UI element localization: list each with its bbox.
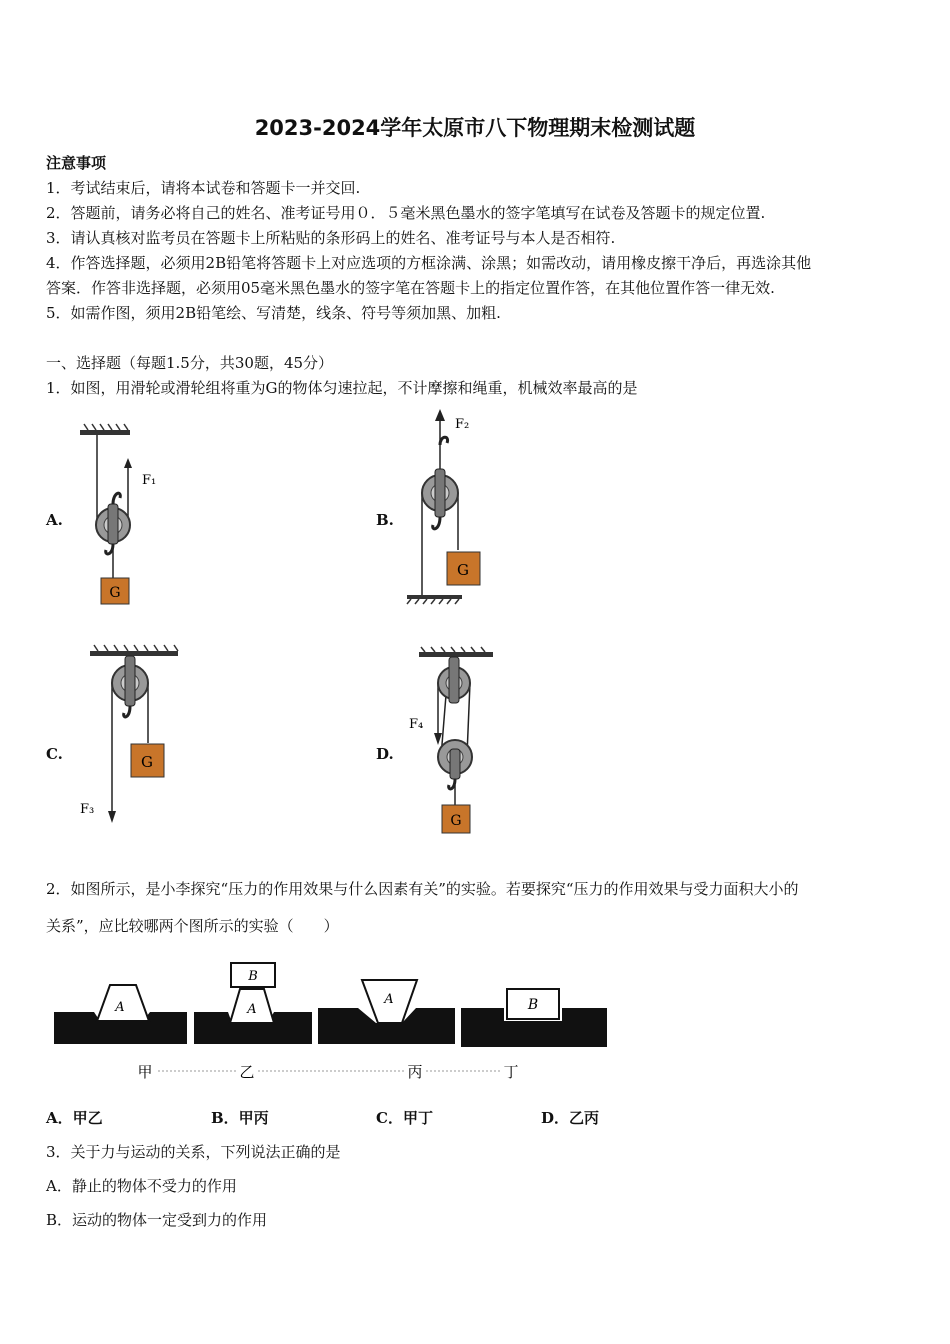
notice-item: 答案．作答非选择题，必须用05毫米黑色墨水的签字笔在答题卡上的指定位置作答，在其他位置作答一律无效. [46, 279, 775, 297]
q3-option-a: A．静止的物体不受力的作用 [46, 1177, 237, 1195]
force-label-f4: F₄ [409, 717, 424, 732]
page-title: 2023-2024学年太原市八下物理期末检测试题 [254, 116, 696, 140]
notice-item: 3．请认真核对监考员在答题卡上所粘贴的条形码上的姓名、准考证号与本人是否相符. [46, 229, 616, 247]
notice-heading: 注意事项 [46, 154, 107, 172]
section-heading: 一、选择题（每题1.5分，共30题，45分） [46, 354, 334, 372]
notice-item: 1．考试结束后，请将本试卷和答题卡一并交回. [46, 179, 361, 197]
q1-option-c: C. [46, 745, 63, 763]
pulley-figure-c [78, 643, 188, 828]
question-1-stem: 1．如图，用滑轮或滑轮组将重为G的物体匀速拉起，不计摩擦和绳重，机械效率最高的是 [46, 379, 638, 397]
figure-label-ding: 丁 [503, 1063, 519, 1081]
figure-label-jia: 甲 [137, 1063, 153, 1081]
notice-item: 2．答题前，请务必将自己的姓名、准考证号用０．５毫米黑色墨水的签字笔填写在试卷及答题卡的规定位置. [46, 204, 766, 222]
q2-option-c: C．甲丁 [376, 1109, 433, 1127]
block-label: A [115, 1000, 125, 1015]
q1-option-d: D. [376, 745, 394, 763]
q2-option-a: A．甲乙 [46, 1109, 103, 1127]
weight-label: G [109, 585, 121, 601]
q1-option-b: B. [376, 511, 394, 529]
q1-option-a: A. [46, 511, 63, 529]
notice-item: 5．如需作图，须用2B铅笔绘、写清楚，线条、符号等须加黑、加粗. [46, 304, 501, 322]
block-label: A [384, 992, 394, 1007]
question-2-stem: 2．如图所示，是小李探究“压力的作用效果与什么因素有关”的实验。若要探究“压力的作用效果与受力面积大小的 [46, 880, 799, 898]
notice-item: 4．作答选择题，必须用2B铅笔将答题卡上对应选项的方框涂满、涂黑；如需改动，请用橡皮擦干净后，再选涂其他 [46, 254, 812, 272]
block-label: B [527, 997, 539, 1013]
block-label: B [248, 969, 258, 984]
weight-label: G [450, 813, 462, 829]
pressure-experiment-figure [50, 955, 625, 1085]
block-label: A [247, 1002, 257, 1017]
pulley-figure-b [395, 405, 505, 605]
q2-option-d: D．乙丙 [541, 1109, 600, 1127]
force-label-f1: F₁ [142, 473, 157, 488]
force-label-f3: F₃ [80, 802, 95, 817]
figure-label-bing: 丙 [407, 1063, 423, 1081]
force-label-f2: F₂ [455, 417, 470, 432]
weight-label: G [457, 561, 469, 579]
figure-label-yi: 乙 [239, 1063, 255, 1081]
question-2-stem: 关系”，应比较哪两个图所示的实验（ ） [46, 917, 339, 935]
weight-label: G [141, 753, 153, 771]
q3-option-b: B．运动的物体一定受到力的作用 [46, 1211, 268, 1229]
q2-option-b: B．甲丙 [211, 1109, 269, 1127]
pulley-figure-a [70, 420, 180, 615]
pulley-figure-d [405, 645, 505, 840]
question-3-stem: 3．关于力与运动的关系，下列说法正确的是 [46, 1143, 341, 1161]
